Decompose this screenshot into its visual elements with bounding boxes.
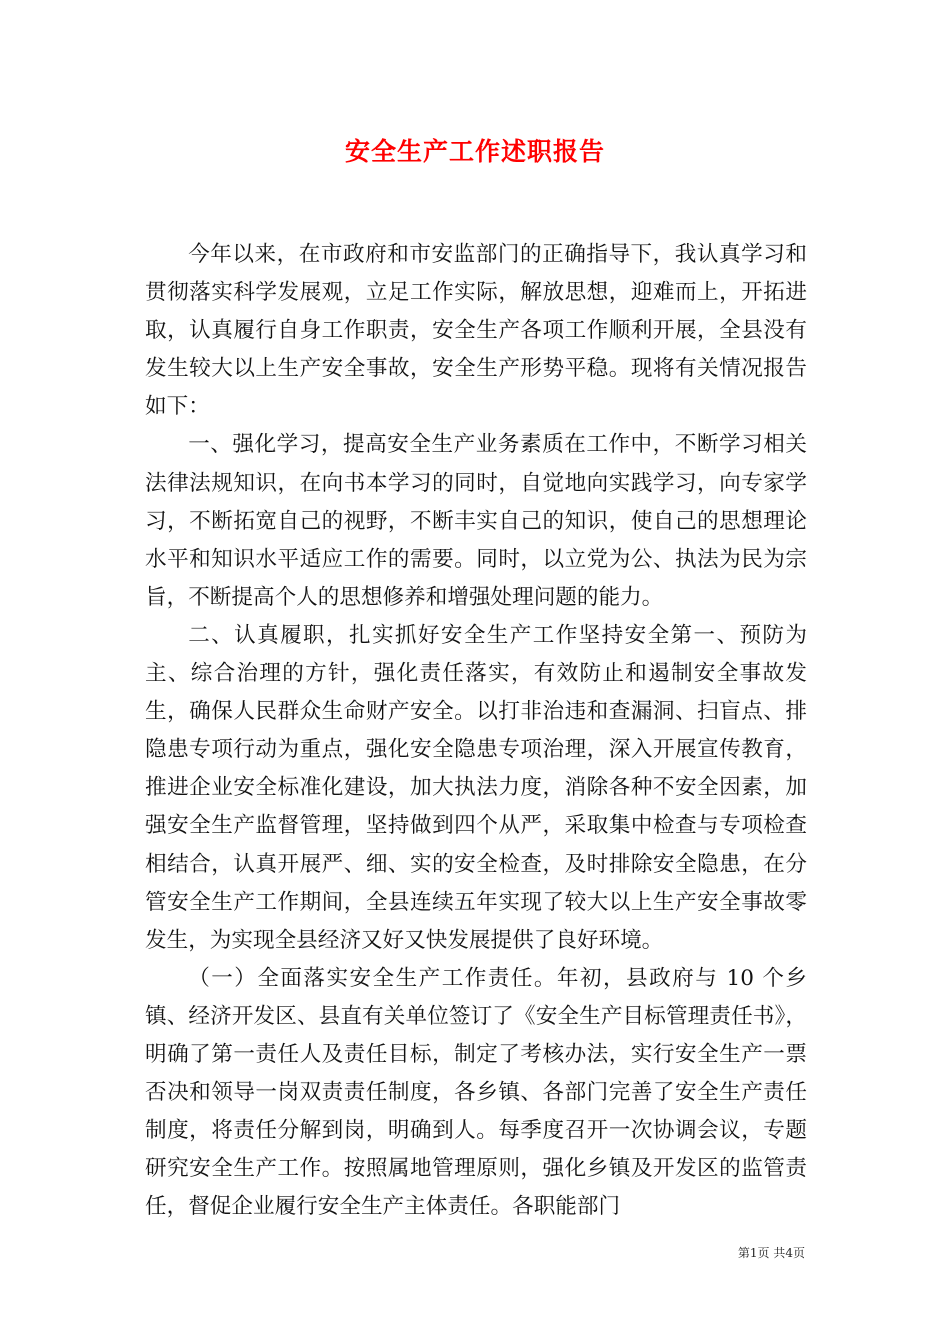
paragraph-section-2: 二、认真履职，扎实抓好安全生产工作坚持安全第一、预防为主、综合治理的方针，强化责任落实，有效防止和遏制安全事故发生，确保人民群众生命财产安全。以打非治违和查漏洞、扫盲点、排隐患专项行动为重点，强化安全隐患专项治理，深入开展宣传教育，推进企业安全标准化建设，加大执法力度，消除各种不安全因素，加强安全生产监督管理，坚持做到四个从严，采取集中检查与专项检查相结合，认真开展严、细、实的安全检查，及时排除安全隐患，在分管安全生产工作期间，全县连续五年实现了较大以上生产安全事故零发生，为实现全县经济又好又快发展提供了良好环境。 [145, 622, 807, 953]
footer-prefix: 第 [737, 1246, 750, 1260]
footer-suffix: 页 [792, 1246, 805, 1260]
document-title: 安全生产工作述职报告 [344, 137, 605, 166]
paragraph-section-1: 一、强化学习，提高安全生产业务素质在工作中，不断学习相关法律法规知识，在向书本学习的同时，自觉地向实践学习，向专家学习，不断拓宽自己的视野，不断丰实自己的知识，使自己的思想理论水平和知识水平适应工作的需要。同时，以立党为公、执法为民为宗旨，不断提高个人的思想修养和增强处理问题的能力。 [145, 432, 807, 610]
footer-total-pages: 4 [785, 1246, 793, 1260]
document-body [145, 236, 807, 1226]
footer-middle: 页 共 [757, 1246, 786, 1260]
page-number-footer [738, 1244, 805, 1261]
paragraph-intro: 今年以来，在市政府和市安监部门的正确指导下，我认真学习和贯彻落实科学发展观，立足工作实际，解放思想，迎难而上，开拓进取，认真履行自身工作职责，安全生产各项工作顺利开展，全县没有发生较大以上生产安全事故，安全生产形势平稳。现将有关情况报告如下： [145, 242, 807, 420]
footer-current-page: 1 [749, 1246, 758, 1260]
paragraph-subsection-1: （一）全面落实安全生产工作责任。年初，县政府与 10 个乡镇、经济开发区、县直有关单位签订了《安全生产目标管理责任书》，明确了第一责任人及责任目标，制定了考核办法，实行安全生产一票否决和领导一岗双责责任制度，各乡镇、各部门完善了安全生产责任制度，将责任分解到岗，明确到人。每季度召开一次协调会议，专题研究安全生产工作。按照属地管理原则，强化乡镇及开发区的监管责任，督促企业履行安全生产主体责任。各职能部门 [145, 965, 807, 1220]
